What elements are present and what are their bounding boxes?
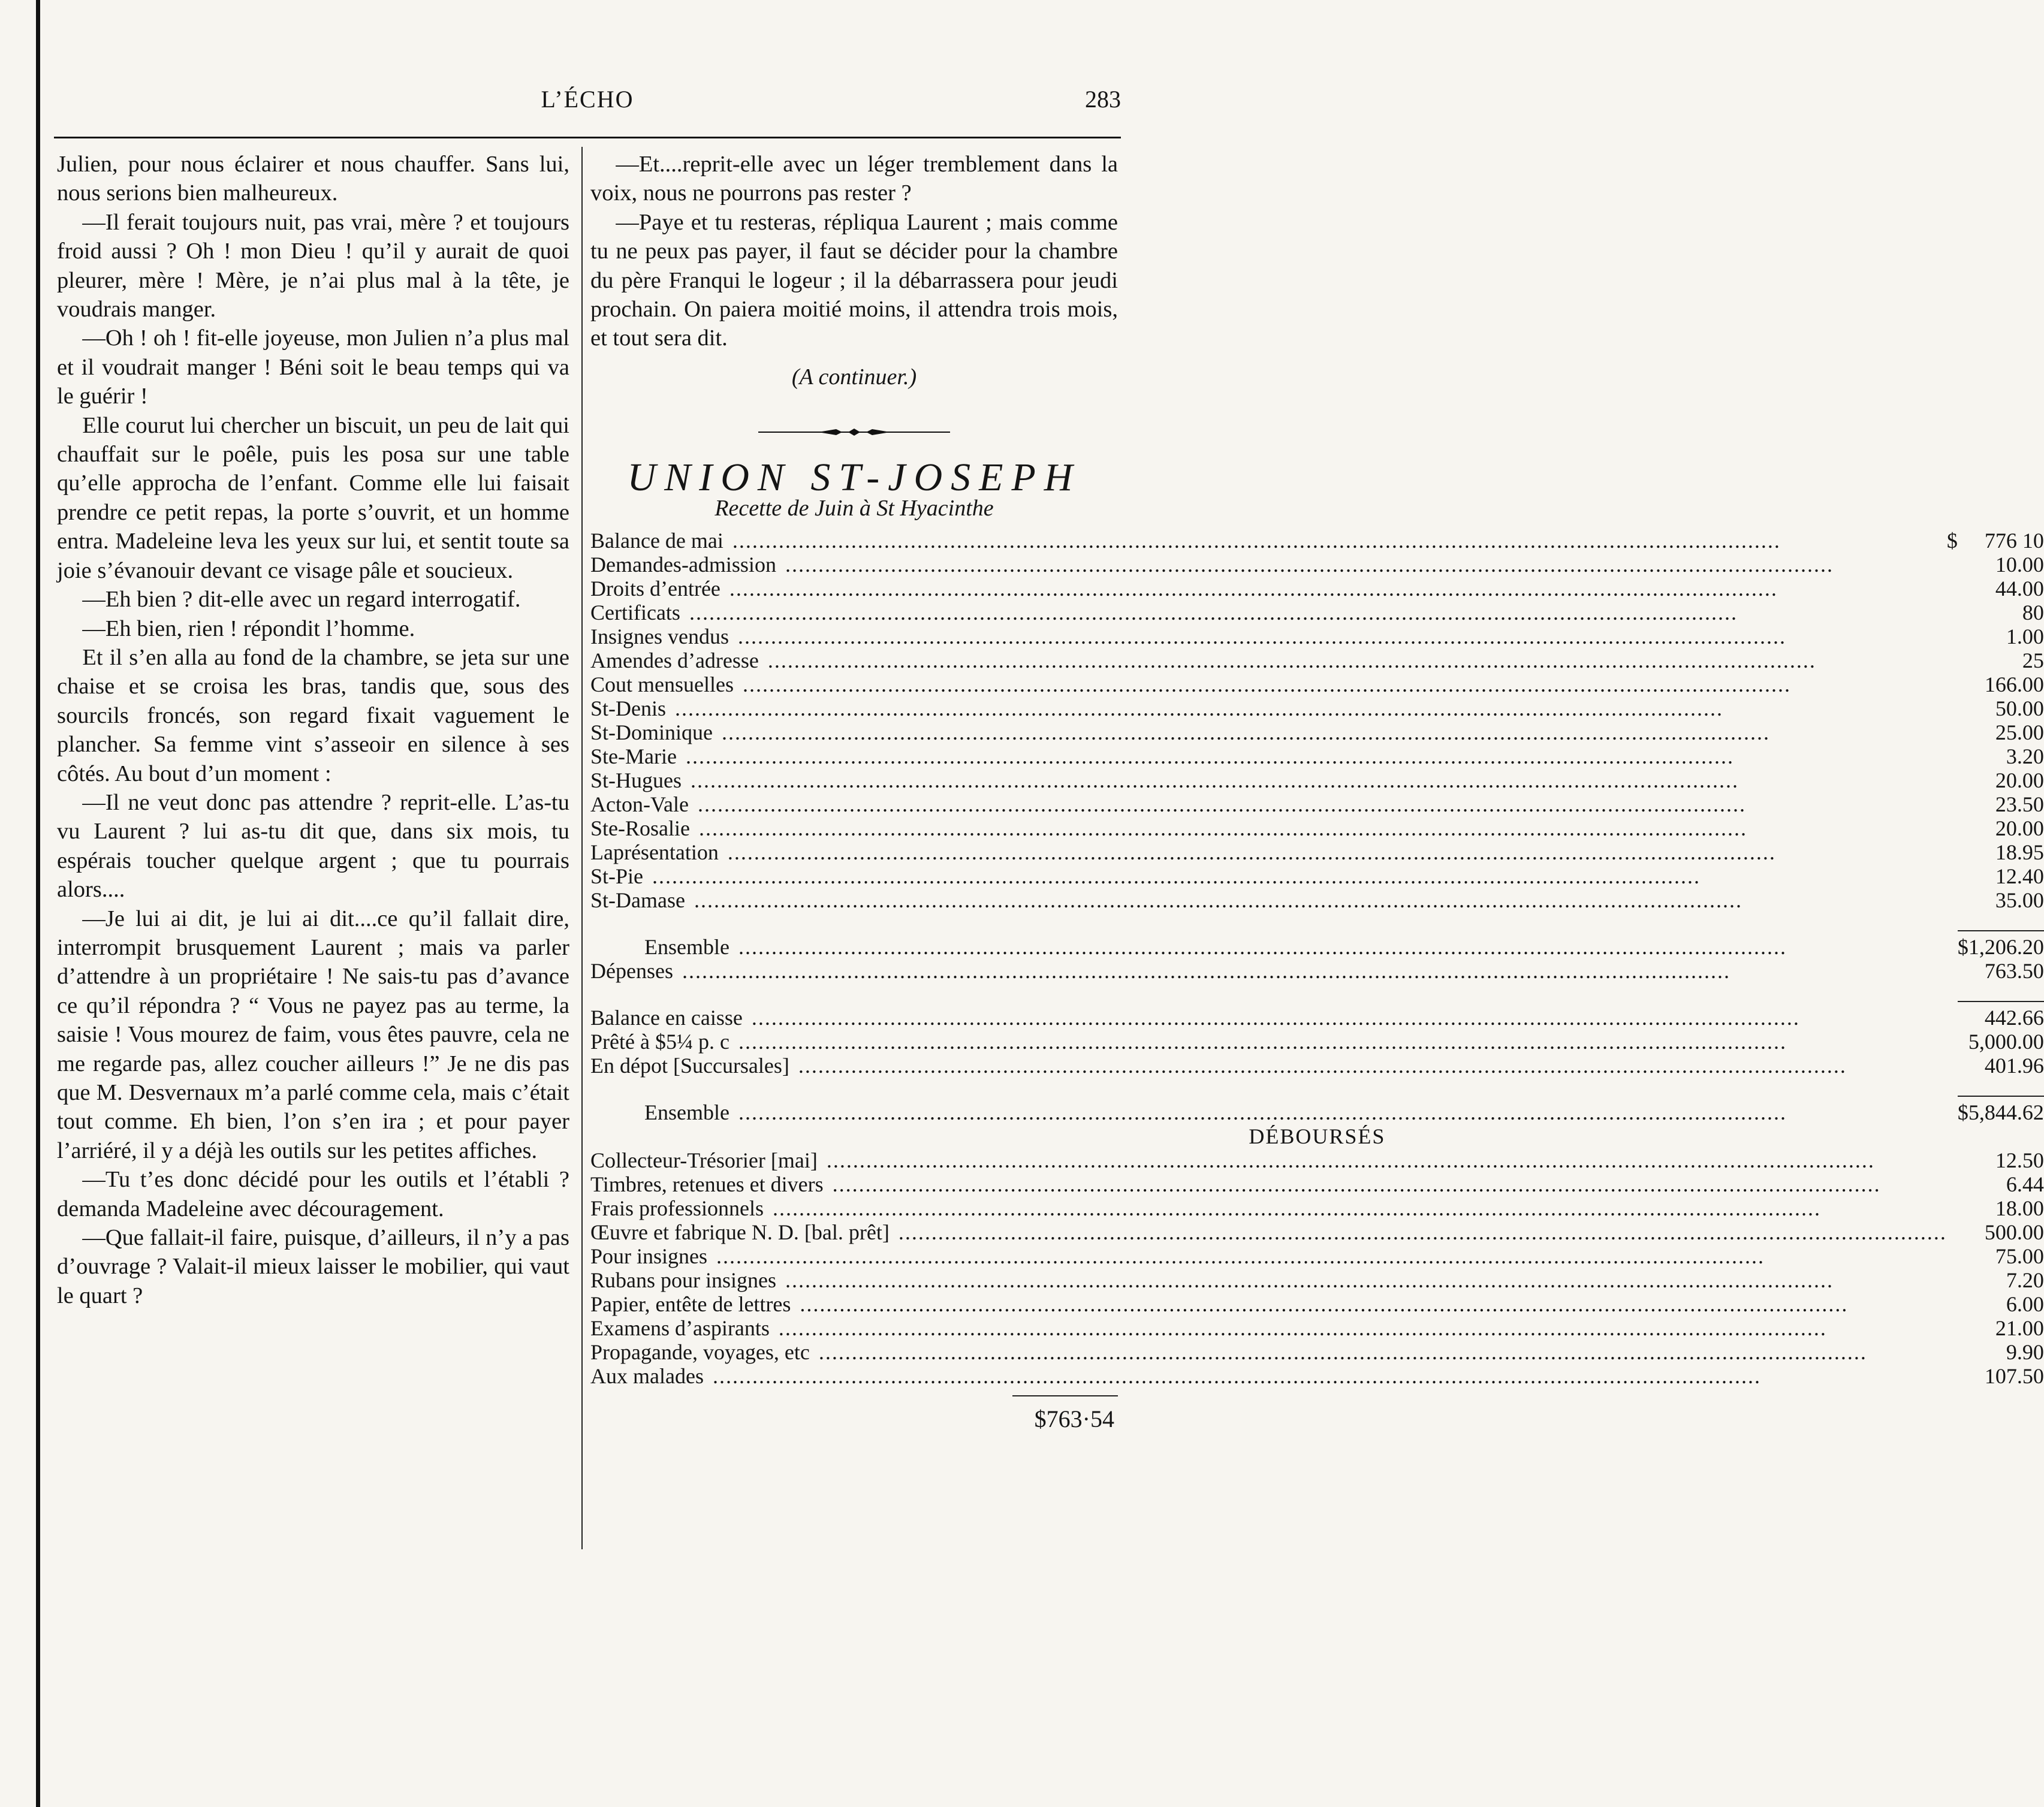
- account-amount: 18.95: [1995, 840, 2044, 865]
- paragraph: —Oh ! oh ! fit-elle joyeuse, mon Julien n’a plus mal et il voudrait manger ! Béni soit le beau temps qui va le guérir !: [57, 325, 569, 409]
- receipt-row: [590, 648, 2044, 672]
- receipt-row: [590, 672, 2044, 696]
- paragraph: —Eh bien ? dit-elle avec un regard interrogatif.: [82, 587, 521, 613]
- account-amount: 12.40: [1995, 864, 2044, 889]
- account-amount: 80: [2022, 601, 2044, 625]
- debours-row: [590, 1148, 2044, 1172]
- expenses-row: [590, 959, 2044, 983]
- account-label: St-Pie: [590, 864, 646, 888]
- debours-row: [590, 1292, 2044, 1316]
- account-amount: 10.00: [1995, 553, 2044, 577]
- currency-sign: [1947, 553, 1958, 577]
- left-column: [57, 150, 569, 1310]
- account-amount: 107.50: [1984, 1364, 2044, 1389]
- debours-heading-row: [590, 1124, 2044, 1148]
- journal-title: L’ÉCHO: [541, 86, 634, 113]
- account-label: Ensemble: [644, 1100, 732, 1124]
- currency-sign: [1947, 1148, 1958, 1172]
- account-label: Aux malades: [590, 1364, 706, 1388]
- account-amount: 25: [2022, 648, 2044, 673]
- paragraph: —Je lui ai dit, je lui ai dit....ce qu’il fallait dire, interrompit brusquement Laurent ; mais va parler d’attendre à un propriétaire ! Ne sais-tu pas d’avance ce qu’il répondra ? “ Vous ne payez pas au terme, la saisie ! Vous mourez de faim, vous êtes pauvre, cela ne me regarde pas, allez coucher ailleurs !” Je ne dis pas que M. Desvernaux m’a parlé comme cela, mais c’était tout comme. Eh bien, l’on s’en ira ; et pour payer l’arriéré, il y a déjà les outils sur les petites affiches.: [57, 906, 569, 1163]
- account-amount: 763.50: [1984, 959, 2044, 984]
- currency-sign: [1947, 888, 1958, 912]
- account-label: Amendes d’adresse: [590, 648, 761, 672]
- currency-sign: [1947, 931, 1958, 959]
- currency-sign: [1947, 1292, 1958, 1316]
- receipt-row: [590, 768, 2044, 792]
- account-amount: 20.00: [1995, 816, 2044, 841]
- receipt-row: [590, 529, 2044, 553]
- ensemble-row: [590, 931, 2044, 959]
- account-label: St-Denis: [590, 696, 668, 720]
- union-subtitle: Recette de Juin à St Hyacinthe: [715, 495, 994, 521]
- receipt-row: [590, 601, 2044, 625]
- receipt-row: [590, 577, 2044, 601]
- account-amount: 166.00: [1984, 672, 2044, 697]
- currency-sign: [1947, 959, 1958, 983]
- paragraph: Elle courut lui chercher un biscuit, un peu de lait qui chauffait sur le poêle, puis les posa sur une table qu’elle approcha de l’enfant. Comme elle lui faisait prendre ce petit repas, la porte s’ouvrit, et un homme entra. Madeleine leva les yeux sur lui, et sentit toute sa joie s’évanouir devant ce visage pâle et soucieux.: [57, 412, 569, 583]
- balance-row: [590, 1030, 2044, 1054]
- receipt-row: [590, 625, 2044, 648]
- spacer-row: [590, 983, 2044, 1001]
- currency-sign: [1947, 768, 1958, 792]
- account-label: Ste-Marie: [590, 744, 679, 768]
- account-label: Ste-Rosalie: [590, 816, 692, 840]
- debours-row: [590, 1340, 2044, 1364]
- final-total: $763·54: [1012, 1395, 1118, 1434]
- account-label: St-Hugues: [590, 768, 684, 792]
- account-label: Ensemble: [644, 935, 732, 959]
- account-label: Dépenses: [590, 959, 676, 983]
- currency-sign: [1947, 840, 1958, 864]
- debours-row: [590, 1196, 2044, 1220]
- currency-sign: [1947, 672, 1958, 696]
- paragraph: Julien, pour nous éclairer et nous chauffer. Sans lui, nous serions bien malheureux.: [57, 152, 569, 206]
- debours-heading: DÉBOURSÉS: [1249, 1124, 1386, 1149]
- account-amount: 18.00: [1995, 1196, 2044, 1221]
- receipt-row: [590, 840, 2044, 864]
- account-amount: 401.96: [1984, 1054, 2044, 1078]
- account-amount: $1,206.20: [1958, 931, 2044, 959]
- balance-row: [590, 1001, 2044, 1030]
- account-amount: 9.90: [2006, 1340, 2044, 1365]
- right-column-paragraphs: [590, 150, 1118, 353]
- debours-row: [590, 1244, 2044, 1268]
- account-amount: 75.00: [1995, 1244, 2044, 1269]
- currency-sign: [1947, 1196, 1958, 1220]
- page-number: 283: [1085, 86, 1121, 113]
- currency-sign: [1947, 648, 1958, 672]
- account-amount: 6.44: [2006, 1172, 2044, 1197]
- account-amount: 50.00: [1995, 696, 2044, 721]
- currency-sign: [1947, 744, 1958, 768]
- currency-sign: [1947, 1220, 1958, 1244]
- account-amount: 776 10: [1984, 529, 2044, 553]
- account-label: En dépot [Succursales]: [590, 1054, 792, 1078]
- currency-sign: [1947, 1096, 1958, 1124]
- spacer-row: [590, 1078, 2044, 1096]
- ensemble-row: [590, 1096, 2044, 1124]
- account-label: Laprésentation: [590, 840, 721, 864]
- debours-row: [590, 1364, 2044, 1388]
- page-header: [54, 84, 1121, 120]
- account-amount: 23.50: [1995, 792, 2044, 817]
- account-amount: 35.00: [1995, 888, 2044, 913]
- account-amount: 1.00: [2006, 625, 2044, 649]
- receipt-row: [590, 888, 2044, 912]
- account-amount: 7.20: [2006, 1268, 2044, 1293]
- account-amount: 21.00: [1995, 1316, 2044, 1341]
- currency-sign: [1947, 1364, 1958, 1388]
- account-amount: 5,000.00: [1968, 1030, 2044, 1054]
- paragraph: Et il s’en alla au fond de la chambre, se jeta sur une chaise et se croisa les bras, tandis que, sous des sourcils froncés, son regard fixait vaguement le plancher. Sa femme vint s’asseoir en silence à ses côtés. Au bout d’un moment :: [57, 644, 569, 786]
- currency-sign: [1947, 1316, 1958, 1340]
- paragraph: —Il ferait toujours nuit, pas vrai, mère ? et toujours froid aussi ? Oh ! mon Dieu ! qu’il y aurait de quoi pleurer, mère ! Mère, je n’ai plus mal à la tête, je voudrais manger.: [57, 209, 569, 322]
- currency-sign: $: [1946, 529, 1958, 553]
- currency-sign: [1947, 1244, 1958, 1268]
- receipt-row: [590, 864, 2044, 888]
- account-amount: 500.00: [1984, 1220, 2044, 1245]
- receipt-row: [590, 696, 2044, 720]
- currency-sign: [1947, 577, 1958, 601]
- currency-sign: [1947, 1172, 1958, 1196]
- currency-sign: [1947, 816, 1958, 840]
- account-amount: 44.00: [1995, 577, 2044, 601]
- account-label: Timbres, retenues et divers: [590, 1172, 826, 1196]
- account-amount: 6.00: [2006, 1292, 2044, 1317]
- account-amount: 3.20: [2006, 744, 2044, 769]
- account-label: Examens d’aspirants: [590, 1316, 772, 1340]
- column-divider: [581, 147, 583, 1549]
- receipt-row: [590, 792, 2044, 816]
- spacer-row: [590, 912, 2044, 931]
- paragraph: —Et....reprit-elle avec un léger tremblement dans la voix, nous ne pourrons pas rester ?: [590, 152, 1118, 206]
- debours-row: [590, 1172, 2044, 1196]
- account-label: Œuvre et fabrique N. D. [bal. prêt]: [590, 1220, 892, 1244]
- header-rule: [54, 137, 1121, 138]
- account-amount: 25.00: [1995, 720, 2044, 745]
- continue-note: (A continuer.): [791, 364, 917, 390]
- accounts-table: [590, 529, 2044, 1388]
- union-title: UNION ST-JOSEPH: [627, 455, 1081, 500]
- balance-row: [590, 1054, 2044, 1078]
- account-label: St-Dominique: [590, 720, 715, 744]
- currency-sign: [1947, 1340, 1958, 1364]
- account-amount: 442.66: [1958, 1001, 2044, 1030]
- account-label: Rubans pour insignes: [590, 1268, 779, 1292]
- receipt-row: [590, 553, 2044, 577]
- currency-sign: [1947, 1001, 1958, 1030]
- currency-sign: [1947, 1268, 1958, 1292]
- currency-sign: [1947, 601, 1958, 625]
- debours-row: [590, 1268, 2044, 1292]
- account-label: Frais professionnels: [590, 1196, 766, 1220]
- account-label: St-Damase: [590, 888, 688, 912]
- account-amount: 12.50: [1995, 1148, 2044, 1173]
- paragraph: —Il ne veut donc pas attendre ? reprit-elle. L’as-tu vu Laurent ? lui as-tu dit que, dans six mois, tu espérais toucher quelque argent ; que tu pourrais alors....: [57, 789, 569, 903]
- currency-sign: [1947, 625, 1958, 648]
- account-label: Propagande, voyages, etc: [590, 1340, 812, 1364]
- account-label: Acton-Vale: [590, 792, 691, 816]
- account-label: Balance en caisse: [590, 1006, 745, 1030]
- receipt-row: [590, 720, 2044, 744]
- currency-sign: [1947, 792, 1958, 816]
- debours-row: [590, 1316, 2044, 1340]
- account-label: Collecteur-Trésorier [mai]: [590, 1148, 820, 1172]
- account-amount: $5,844.62: [1958, 1096, 2044, 1124]
- account-label: Insignes vendus: [590, 625, 731, 648]
- currency-sign: [1947, 864, 1958, 888]
- paragraph: —Que fallait-il faire, puisque, d’ailleurs, il n’y a pas d’ouvrage ? Valait-il mieux laisser le mobilier, qui vaut le quart ?: [57, 1225, 569, 1308]
- account-label: Certificats: [590, 601, 683, 625]
- account-label: Prêté à $5¼ p. c: [590, 1030, 732, 1054]
- page-left-border: [36, 0, 40, 1807]
- account-label: Cout mensuelles: [590, 672, 736, 696]
- receipt-row: [590, 744, 2044, 768]
- currency-sign: [1947, 1054, 1958, 1078]
- paragraph: —Tu t’es donc décidé pour les outils et l’établi ? demanda Madeleine avec découragement.: [57, 1167, 569, 1221]
- currency-sign: [1947, 720, 1958, 744]
- account-label: Droits d’entrée: [590, 577, 723, 601]
- paragraph: —Paye et tu resteras, répliqua Laurent ; mais comme tu ne peux pas payer, il faut se décider pour la chambre du père Franqui le logeur ; il la débarrassera pour jeudi prochain. On paiera moitié moins, il attendra trois mois, et tout sera dit.: [590, 209, 1118, 351]
- account-label: Pour insignes: [590, 1244, 710, 1268]
- paragraph: —Eh bien, rien ! répondit l’homme.: [82, 616, 415, 641]
- debours-row: [590, 1220, 2044, 1244]
- currency-sign: [1947, 1030, 1958, 1054]
- account-amount: 20.00: [1995, 768, 2044, 793]
- account-label: Balance de mai: [590, 529, 726, 553]
- ornament-divider-icon: [758, 426, 950, 438]
- right-column: [590, 150, 2044, 1434]
- account-label: Demandes-admission: [590, 553, 779, 577]
- receipt-row: [590, 816, 2044, 840]
- account-label: Papier, entête de lettres: [590, 1292, 793, 1316]
- currency-sign: [1947, 696, 1958, 720]
